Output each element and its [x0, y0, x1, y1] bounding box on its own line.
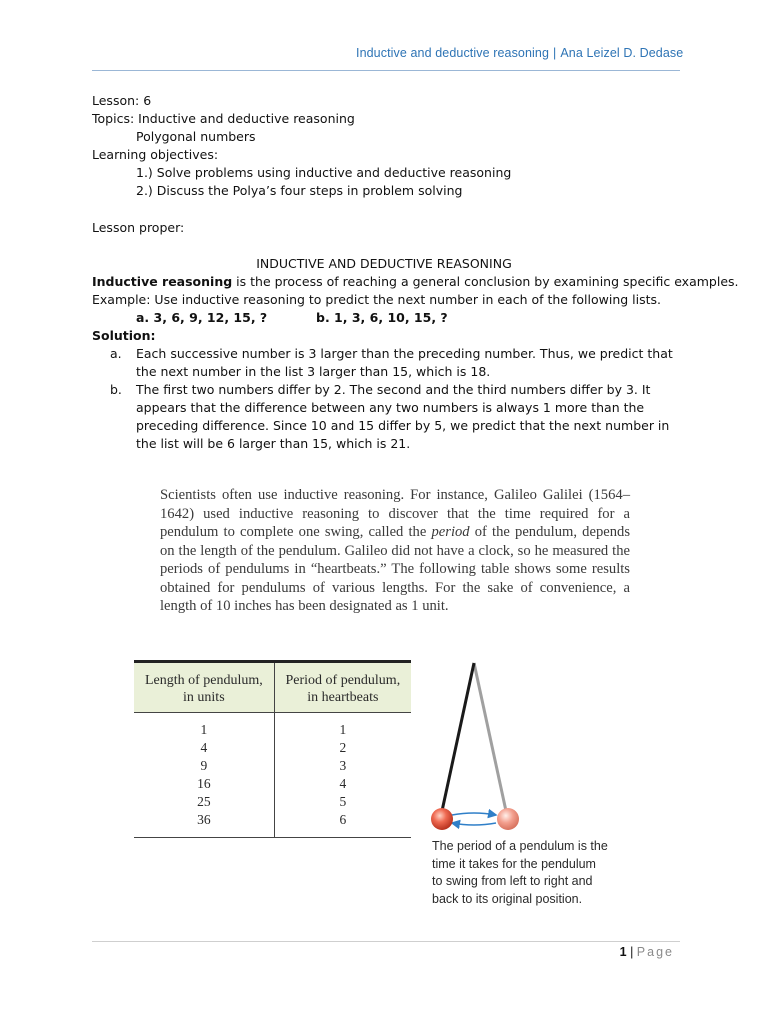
column-header-line: Length of pendulum, — [144, 673, 263, 688]
page-label: Page — [636, 945, 674, 959]
figure-caption — [432, 838, 608, 908]
column-header-line: Period of pendulum, — [285, 673, 401, 688]
objectives-label: Learning objectives: — [92, 147, 219, 162]
lesson-topic-2: Polygonal numbers — [136, 129, 256, 144]
period-cell: 1 — [274, 713, 411, 740]
header-author: Ana Leizel D. Dedase — [560, 46, 684, 60]
length-cell: 16 — [197, 776, 211, 791]
page-number: 1 — [619, 945, 627, 959]
lesson-number: Lesson: 6 — [92, 93, 152, 108]
definition-term: Inductive reasoning — [92, 274, 233, 289]
pendulum-bob-left — [431, 808, 453, 830]
lesson-proper-label: Lesson proper: — [92, 220, 185, 235]
swing-arrow-top — [452, 813, 496, 815]
solution-marker: b. — [110, 382, 122, 397]
example-a: a. 3, 6, 9, 12, 15, ? — [136, 310, 268, 325]
definition-line — [92, 273, 739, 291]
example-line: Example: Use inductive reasoning to predict the next number in each of the following lists. — [92, 292, 661, 307]
table-row — [134, 713, 411, 740]
footer-separator: | — [630, 945, 634, 959]
running-header — [356, 46, 683, 60]
definition-text: is the process of reaching a general conclusion by examining specific examples. — [232, 274, 739, 289]
excerpt-paragraph — [160, 486, 630, 616]
excerpt-part-2: of the pendulum, depends on the length of the pendulum. Galileo did not have a clock, so he measured the periods of pendulums in “heartbeats.” The following table shows some results obtained for pendulums of various lengths. For the sake of convenience, a length of 10 inches has been designated as 1 unit. — [160, 524, 630, 614]
solution-marker: a. — [110, 346, 122, 361]
lesson-topics: Topics: Inductive and deductive reasoning — [92, 111, 355, 126]
objective-item: 1.) Solve problems using inductive and deductive reasoning — [136, 165, 512, 180]
pendulum-bob-right — [497, 808, 519, 830]
swing-arrow-bottom — [452, 823, 496, 825]
length-cell: 9 — [200, 758, 208, 773]
table-row — [134, 775, 411, 793]
length-cell: 36 — [134, 811, 274, 838]
pendulum-string-light — [474, 663, 506, 811]
caption-line: time it takes for the pendulum — [432, 856, 596, 871]
pendulum-table — [134, 660, 411, 838]
period-cell: 3 — [274, 757, 411, 775]
table-header-row — [134, 662, 411, 713]
textbook-excerpt — [160, 486, 630, 616]
footer-rule — [92, 941, 680, 942]
header-title: Inductive and deductive reasoning — [356, 46, 550, 60]
column-header-line: in heartbeats — [307, 690, 379, 705]
length-cell: 1 — [200, 722, 208, 737]
header-rule — [92, 70, 680, 71]
period-cell: 4 — [274, 775, 411, 793]
caption-line: The period of a pendulum is the — [432, 839, 608, 853]
period-cell: 6 — [274, 811, 411, 838]
table-row — [134, 757, 411, 775]
caption-line: back to its original position. — [432, 891, 583, 906]
page-footer — [620, 945, 674, 959]
objective-item: 2.) Discuss the Polya’s four steps in problem solving — [136, 183, 463, 198]
solution-label: Solution: — [92, 328, 156, 343]
length-cell: 4 — [200, 740, 208, 755]
table-row — [134, 793, 411, 811]
pendulum-string-dark — [442, 663, 474, 811]
period-cell: 5 — [274, 793, 411, 811]
solution-text: Each successive number is 3 larger than the preceding number. Thus, we predict that the next number in the list 3 larger than 15, which is 18. — [136, 346, 673, 379]
length-cell: 25 — [197, 794, 211, 809]
section-heading: INDUCTIVE AND DEDUCTIVE REASONING — [256, 256, 512, 271]
period-cell: 2 — [274, 739, 411, 757]
example-b: b. 1, 3, 6, 10, 15, ? — [316, 310, 448, 325]
pendulum-illustration — [420, 655, 550, 840]
solution-text: The first two numbers differ by 2. The second and the third numbers differ by 3. It appears that the difference between any two numbers is always 1 more than the preceding difference. Since 10 and 15 differ by 5, we predict that the next number in the list will be 6 larger than 15, which is 21. — [136, 382, 670, 451]
header-separator: | — [553, 46, 557, 60]
caption-line: to swing from left to right and — [432, 874, 593, 888]
excerpt-italic-term: period — [431, 524, 470, 540]
column-header-line: in units — [183, 690, 225, 705]
column-header-period — [274, 662, 411, 713]
table-row — [134, 811, 411, 838]
column-header-length — [134, 662, 274, 713]
excerpt-part-1: Scientists often use inductive reasoning. For instance, Galileo Galilei (1564–1642) used inductive reasoning to discover that the time required for a pendulum to complete one swing, called the — [160, 487, 630, 540]
table-row — [134, 739, 411, 757]
